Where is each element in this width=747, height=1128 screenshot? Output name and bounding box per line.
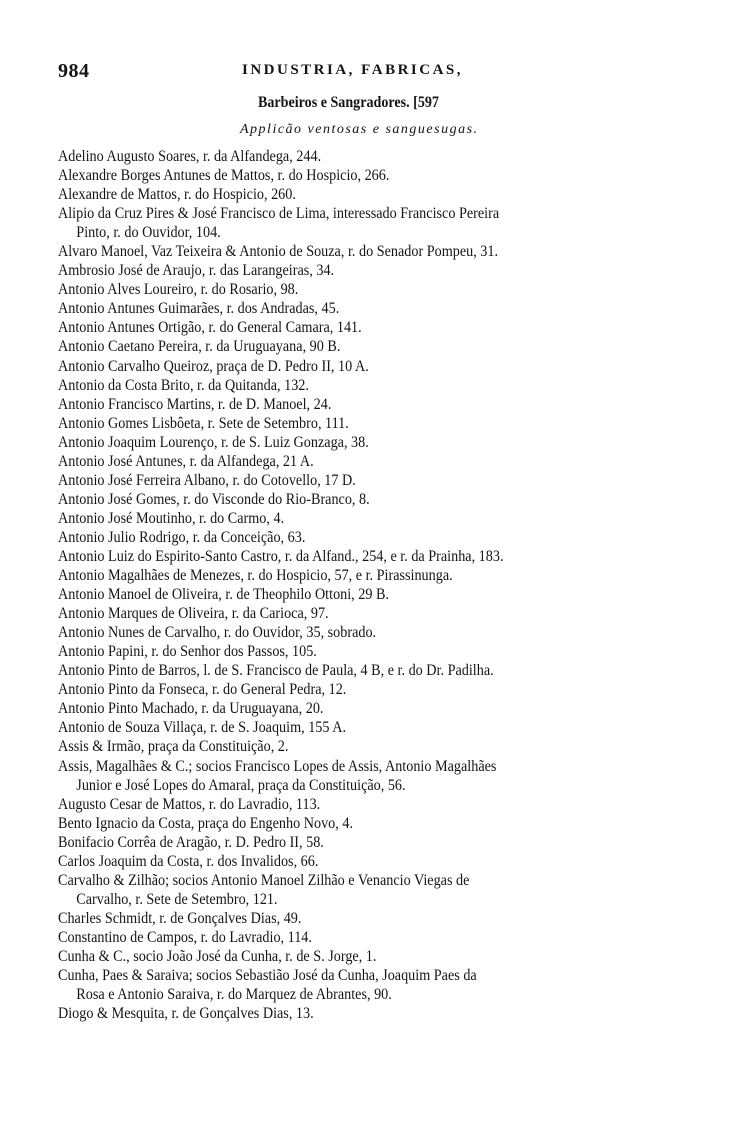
directory-entry: [58, 680, 662, 699]
entry-line: Antonio Antunes Guimarães, r. dos Andradas, 45.: [58, 300, 340, 318]
entry-line: Antonio Luiz do Espirito-Santo Castro, r. da Alfand., 254, e r. da Prainha, 183.: [58, 547, 504, 565]
directory-entry: [58, 204, 662, 242]
entry-line: Bonifacio Corrêa de Aragão, r. D. Pedro II, 58.: [58, 833, 324, 851]
directory-entry: [58, 337, 662, 356]
entry-line: Antonio Papini, r. do Senhor dos Passos, 105.: [58, 643, 317, 661]
running-head: INDUSTRIA, FABRICAS,: [242, 62, 463, 78]
entry-line: Antonio Joaquim Lourenço, r. de S. Luiz Gonzaga, 38.: [58, 433, 369, 451]
directory-entry: [58, 642, 662, 661]
directory-entry: [58, 166, 662, 185]
directory-entry: [58, 947, 662, 966]
directory-entry: [58, 357, 662, 376]
directory-entry: [58, 623, 662, 642]
entry-line: Cunha, Paes & Saraiva; socios Sebastião José da Cunha, Joaquim Paes da: [58, 967, 477, 985]
entry-continuation-line: Junior e José Lopes do Amaral, praça da Constituição, 56.: [76, 776, 406, 794]
entry-line: Antonio Antunes Ortigão, r. do General Camara, 141.: [58, 319, 362, 337]
entry-line: Antonio Francisco Martins, r. de D. Manoel, 24.: [58, 395, 332, 413]
directory-entry: [58, 909, 662, 928]
entry-line: Cunha & C., socio João José da Cunha, r. de S. Jorge, 1.: [58, 947, 377, 965]
directory-entry: [58, 147, 662, 166]
section-subtitle: Applicão ventosas e sanguesugas.: [240, 122, 479, 137]
directory-list: [58, 147, 718, 1023]
directory-entry: [58, 528, 662, 547]
entry-line: Antonio Alves Loureiro, r. do Rosario, 98.: [58, 281, 299, 299]
directory-entry: [58, 585, 662, 604]
directory-entry: [58, 280, 662, 299]
directory-entry: [58, 452, 662, 471]
directory-entry: [58, 604, 662, 623]
directory-entry: [58, 795, 662, 814]
directory-entry: [58, 261, 662, 280]
directory-entry: [58, 376, 662, 395]
entry-line: Diogo & Mesquita, r. de Gonçalves Dias, 13.: [58, 1005, 314, 1023]
directory-entry: [58, 661, 662, 680]
entry-line: Antonio Nunes de Carvalho, r. do Ouvidor, 35, sobrado.: [58, 624, 377, 642]
directory-entry: [58, 318, 662, 337]
directory-entry: [58, 852, 662, 871]
entry-line: Alexandre Borges Antunes de Mattos, r. do Hospicio, 266.: [58, 167, 390, 185]
directory-entry: [58, 718, 662, 737]
directory-entry: [58, 185, 662, 204]
entry-continuation-line: Carvalho, r. Sete de Setembro, 121.: [76, 890, 278, 908]
directory-entry: [58, 471, 662, 490]
entry-line: Adelino Augusto Soares, r. da Alfandega, 244.: [58, 148, 322, 165]
directory-entry: [58, 509, 662, 528]
entry-line: Antonio Magalhães de Menezes, r. do Hospicio, 57, e r. Pirassinunga.: [58, 567, 453, 585]
entry-continuation-line: Rosa e Antonio Saraiva, r. do Marquez de Abrantes, 90.: [76, 986, 392, 1004]
directory-entry: [58, 299, 662, 318]
entry-line: Alipio da Cruz Pires & José Francisco de Lima, interessado Francisco Pereira: [58, 205, 500, 223]
directory-entry: [58, 566, 662, 585]
entry-line: Antonio José Gomes, r. do Visconde do Rio-Branco, 8.: [58, 490, 370, 508]
directory-entry: [58, 242, 662, 261]
entry-line: Antonio Pinto da Fonseca, r. do General Pedra, 12.: [58, 681, 347, 699]
entry-line: Ambrosio José de Araujo, r. das Larangeiras, 34.: [58, 262, 335, 280]
entry-line: Carvalho & Zilhão; socios Antonio Manoel Zilhão e Venancio Viegas de: [58, 871, 470, 889]
section-title: Barbeiros e Sangradores. [597: [258, 94, 439, 111]
entry-continuation-line: Pinto, r. do Ouvidor, 104.: [76, 224, 221, 242]
directory-entry: [58, 833, 662, 852]
directory-entry: [58, 814, 662, 833]
directory-entry: [58, 871, 662, 909]
page-number: 984: [58, 60, 90, 82]
entry-line: Charles Schmidt, r. de Gonçalves Dias, 49.: [58, 909, 302, 927]
directory-entry: [58, 699, 662, 718]
entry-line: Augusto Cesar de Mattos, r. do Lavradio, 113.: [58, 795, 321, 813]
directory-entry: [58, 490, 662, 509]
entry-line: Assis & Irmão, praça da Constituição, 2.: [58, 738, 289, 756]
directory-entry: [58, 928, 662, 947]
entry-line: Antonio Pinto Machado, r. da Uruguayana, 20.: [58, 700, 324, 718]
entry-line: Antonio Caetano Pereira, r. da Uruguayana, 90 B.: [58, 338, 341, 356]
entry-line: Alvaro Manoel, Vaz Teixeira & Antonio de Souza, r. do Senador Pompeu, 31.: [58, 243, 499, 261]
entry-line: Antonio José Moutinho, r. do Carmo, 4.: [58, 509, 285, 527]
entry-line: Antonio da Costa Brito, r. da Quitanda, 132.: [58, 376, 309, 394]
directory-entry: [58, 1004, 662, 1023]
directory-entry: [58, 433, 662, 452]
entry-line: Antonio José Ferreira Albano, r. do Cotovello, 17 D.: [58, 471, 356, 489]
entry-line: Antonio Gomes Lisbôeta, r. Sete de Setembro, 111.: [58, 414, 349, 432]
entry-line: Antonio Julio Rodrigo, r. da Conceição, 63.: [58, 528, 306, 546]
entry-line: Antonio Pinto de Barros, l. de S. Francisco de Paula, 4 B, e r. do Dr. Padilha.: [58, 662, 494, 680]
directory-entry: [58, 547, 662, 566]
entry-line: Antonio Carvalho Queiroz, praça de D. Pedro II, 10 A.: [58, 357, 369, 375]
directory-entry: [58, 966, 662, 1004]
entry-line: Assis, Magalhães & C.; socios Francisco Lopes de Assis, Antonio Magalhães: [58, 757, 497, 775]
entry-line: Antonio Manoel de Oliveira, r. de Theophilo Ottoni, 29 B.: [58, 586, 390, 604]
directory-entry: [58, 757, 662, 795]
entry-line: Bento Ignacio da Costa, praça do Engenho Novo, 4.: [58, 814, 354, 832]
directory-entry: [58, 395, 662, 414]
directory-entry: [58, 737, 662, 756]
entry-line: Alexandre de Mattos, r. do Hospicio, 260.: [58, 186, 296, 204]
entry-line: Antonio de Souza Villaça, r. de S. Joaquim, 155 A.: [58, 719, 347, 737]
directory-entry: [58, 414, 662, 433]
entry-line: Antonio Marques de Oliveira, r. da Carioca, 97.: [58, 605, 329, 623]
entry-line: Antonio José Antunes, r. da Alfandega, 21 A.: [58, 452, 314, 470]
entry-line: Constantino de Campos, r. do Lavradio, 114.: [58, 928, 312, 946]
entry-line: Carlos Joaquim da Costa, r. dos Invalidos, 66.: [58, 852, 319, 870]
